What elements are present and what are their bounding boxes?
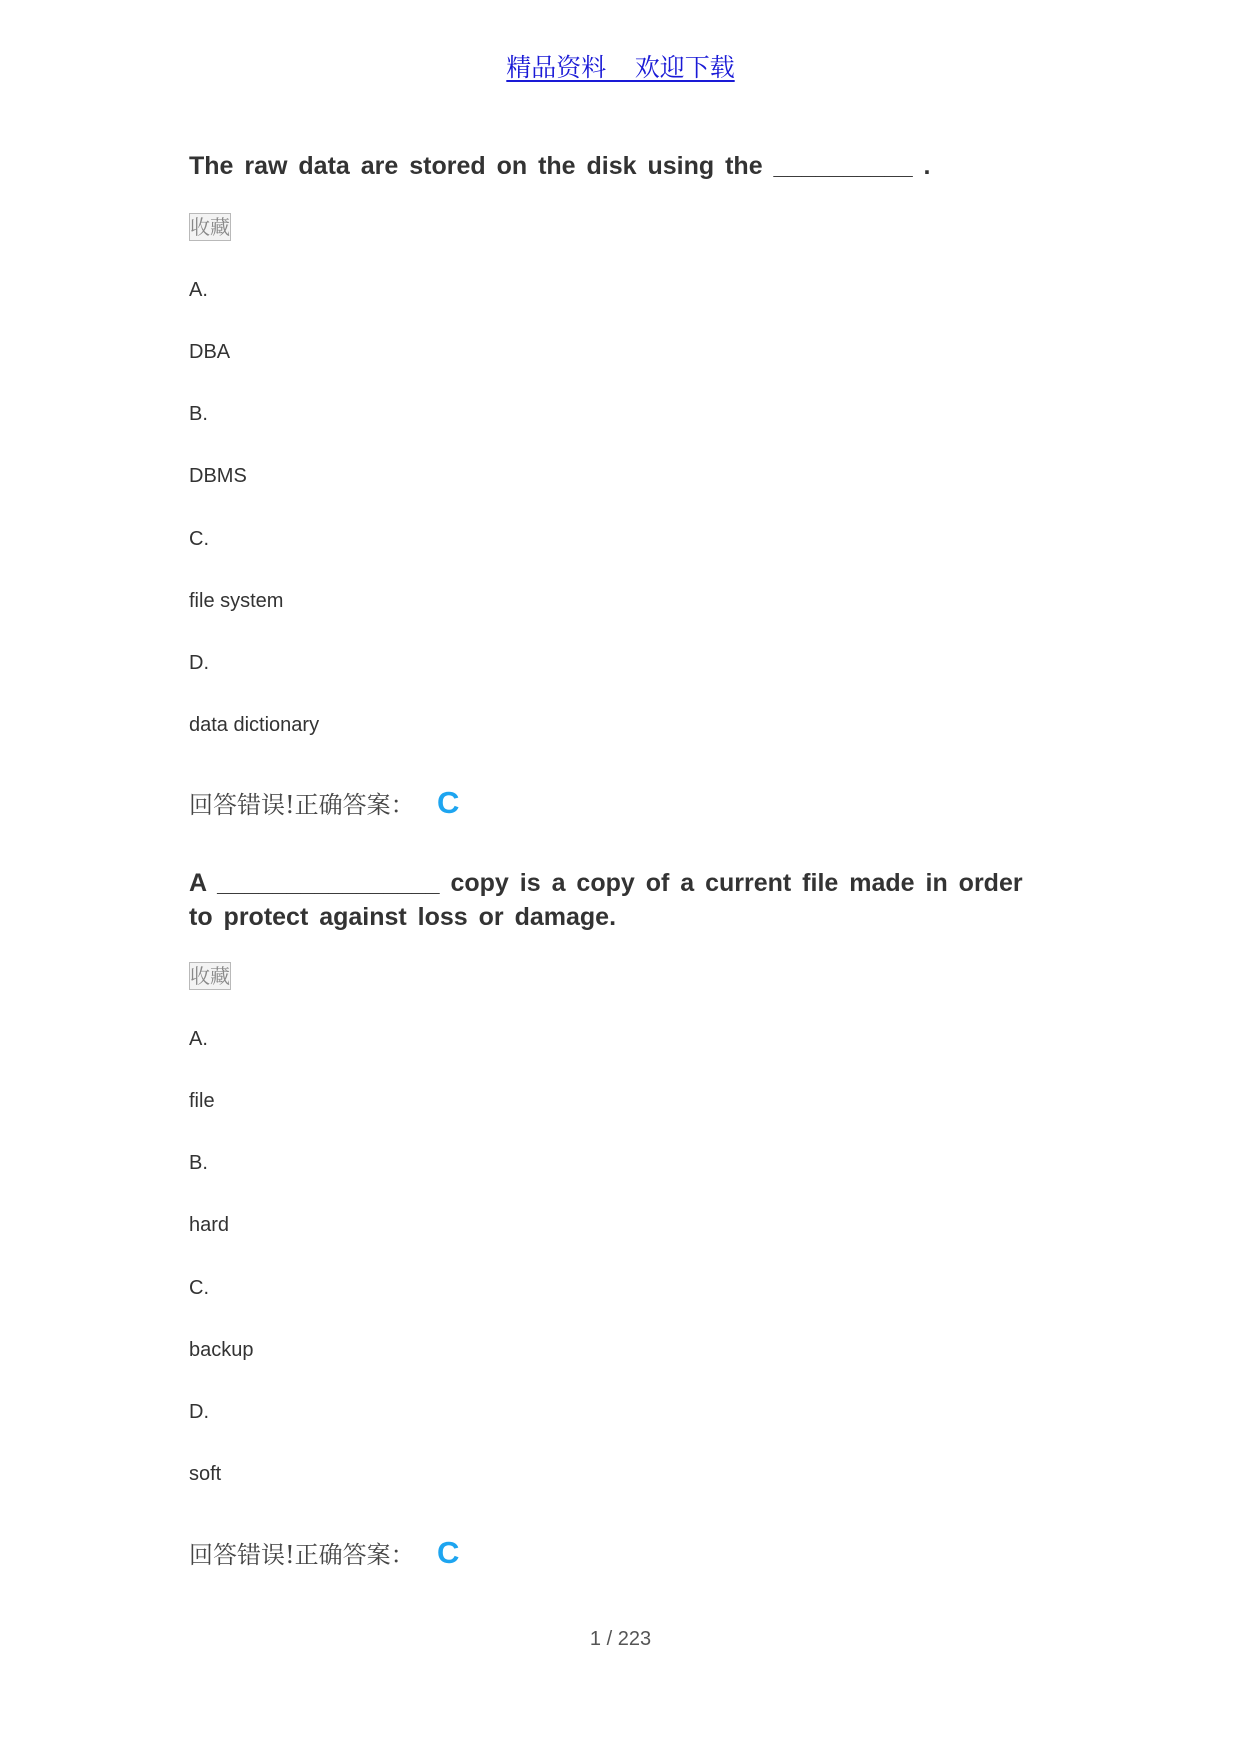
question-1-option-c-text: file system bbox=[189, 590, 284, 612]
question-2-text: A ________________ copy is a copy of a current file made in order to protect against loss or damage. bbox=[189, 869, 1023, 931]
question-2-option-a-letter: A. bbox=[189, 1028, 208, 1050]
question-1-favorite-button[interactable]: 收藏 bbox=[190, 215, 230, 239]
question-2-option-a-text: file bbox=[189, 1090, 215, 1112]
page-number: 1 / 223 bbox=[589, 1628, 652, 1650]
question-2-option-d-text: soft bbox=[189, 1463, 222, 1485]
question-2-result-text: 回答错误!正确答案： bbox=[189, 1541, 415, 1569]
question-2-option-c-text: backup bbox=[189, 1339, 254, 1361]
question-1-option-d-letter: D. bbox=[189, 652, 209, 674]
question-1-correct-answer: C bbox=[437, 785, 460, 820]
question-1-result-text: 回答错误!正确答案： bbox=[189, 791, 415, 819]
header-download-link[interactable]: 精品资料 _ 欢迎下载 bbox=[506, 53, 735, 82]
question-1-option-b-letter: B. bbox=[189, 403, 208, 425]
question-1-option-a-text: DBA bbox=[189, 341, 231, 363]
question-1-option-a-letter: A. bbox=[189, 279, 208, 301]
question-2-option-b-text: hard bbox=[189, 1214, 230, 1236]
question-2-option-d-letter: D. bbox=[189, 1401, 209, 1423]
question-1-option-d-text: data dictionary bbox=[189, 714, 320, 736]
question-1-option-b-text: DBMS bbox=[189, 465, 247, 487]
question-2-correct-answer: C bbox=[437, 1535, 460, 1570]
question-2-favorite-button[interactable]: 收藏 bbox=[190, 964, 230, 988]
question-1-text: The raw data are stored on the disk using the __________ . bbox=[189, 152, 931, 180]
question-2-option-c-letter: C. bbox=[189, 1277, 209, 1299]
question-2-option-b-letter: B. bbox=[189, 1152, 208, 1174]
question-1-option-c-letter: C. bbox=[189, 528, 209, 550]
